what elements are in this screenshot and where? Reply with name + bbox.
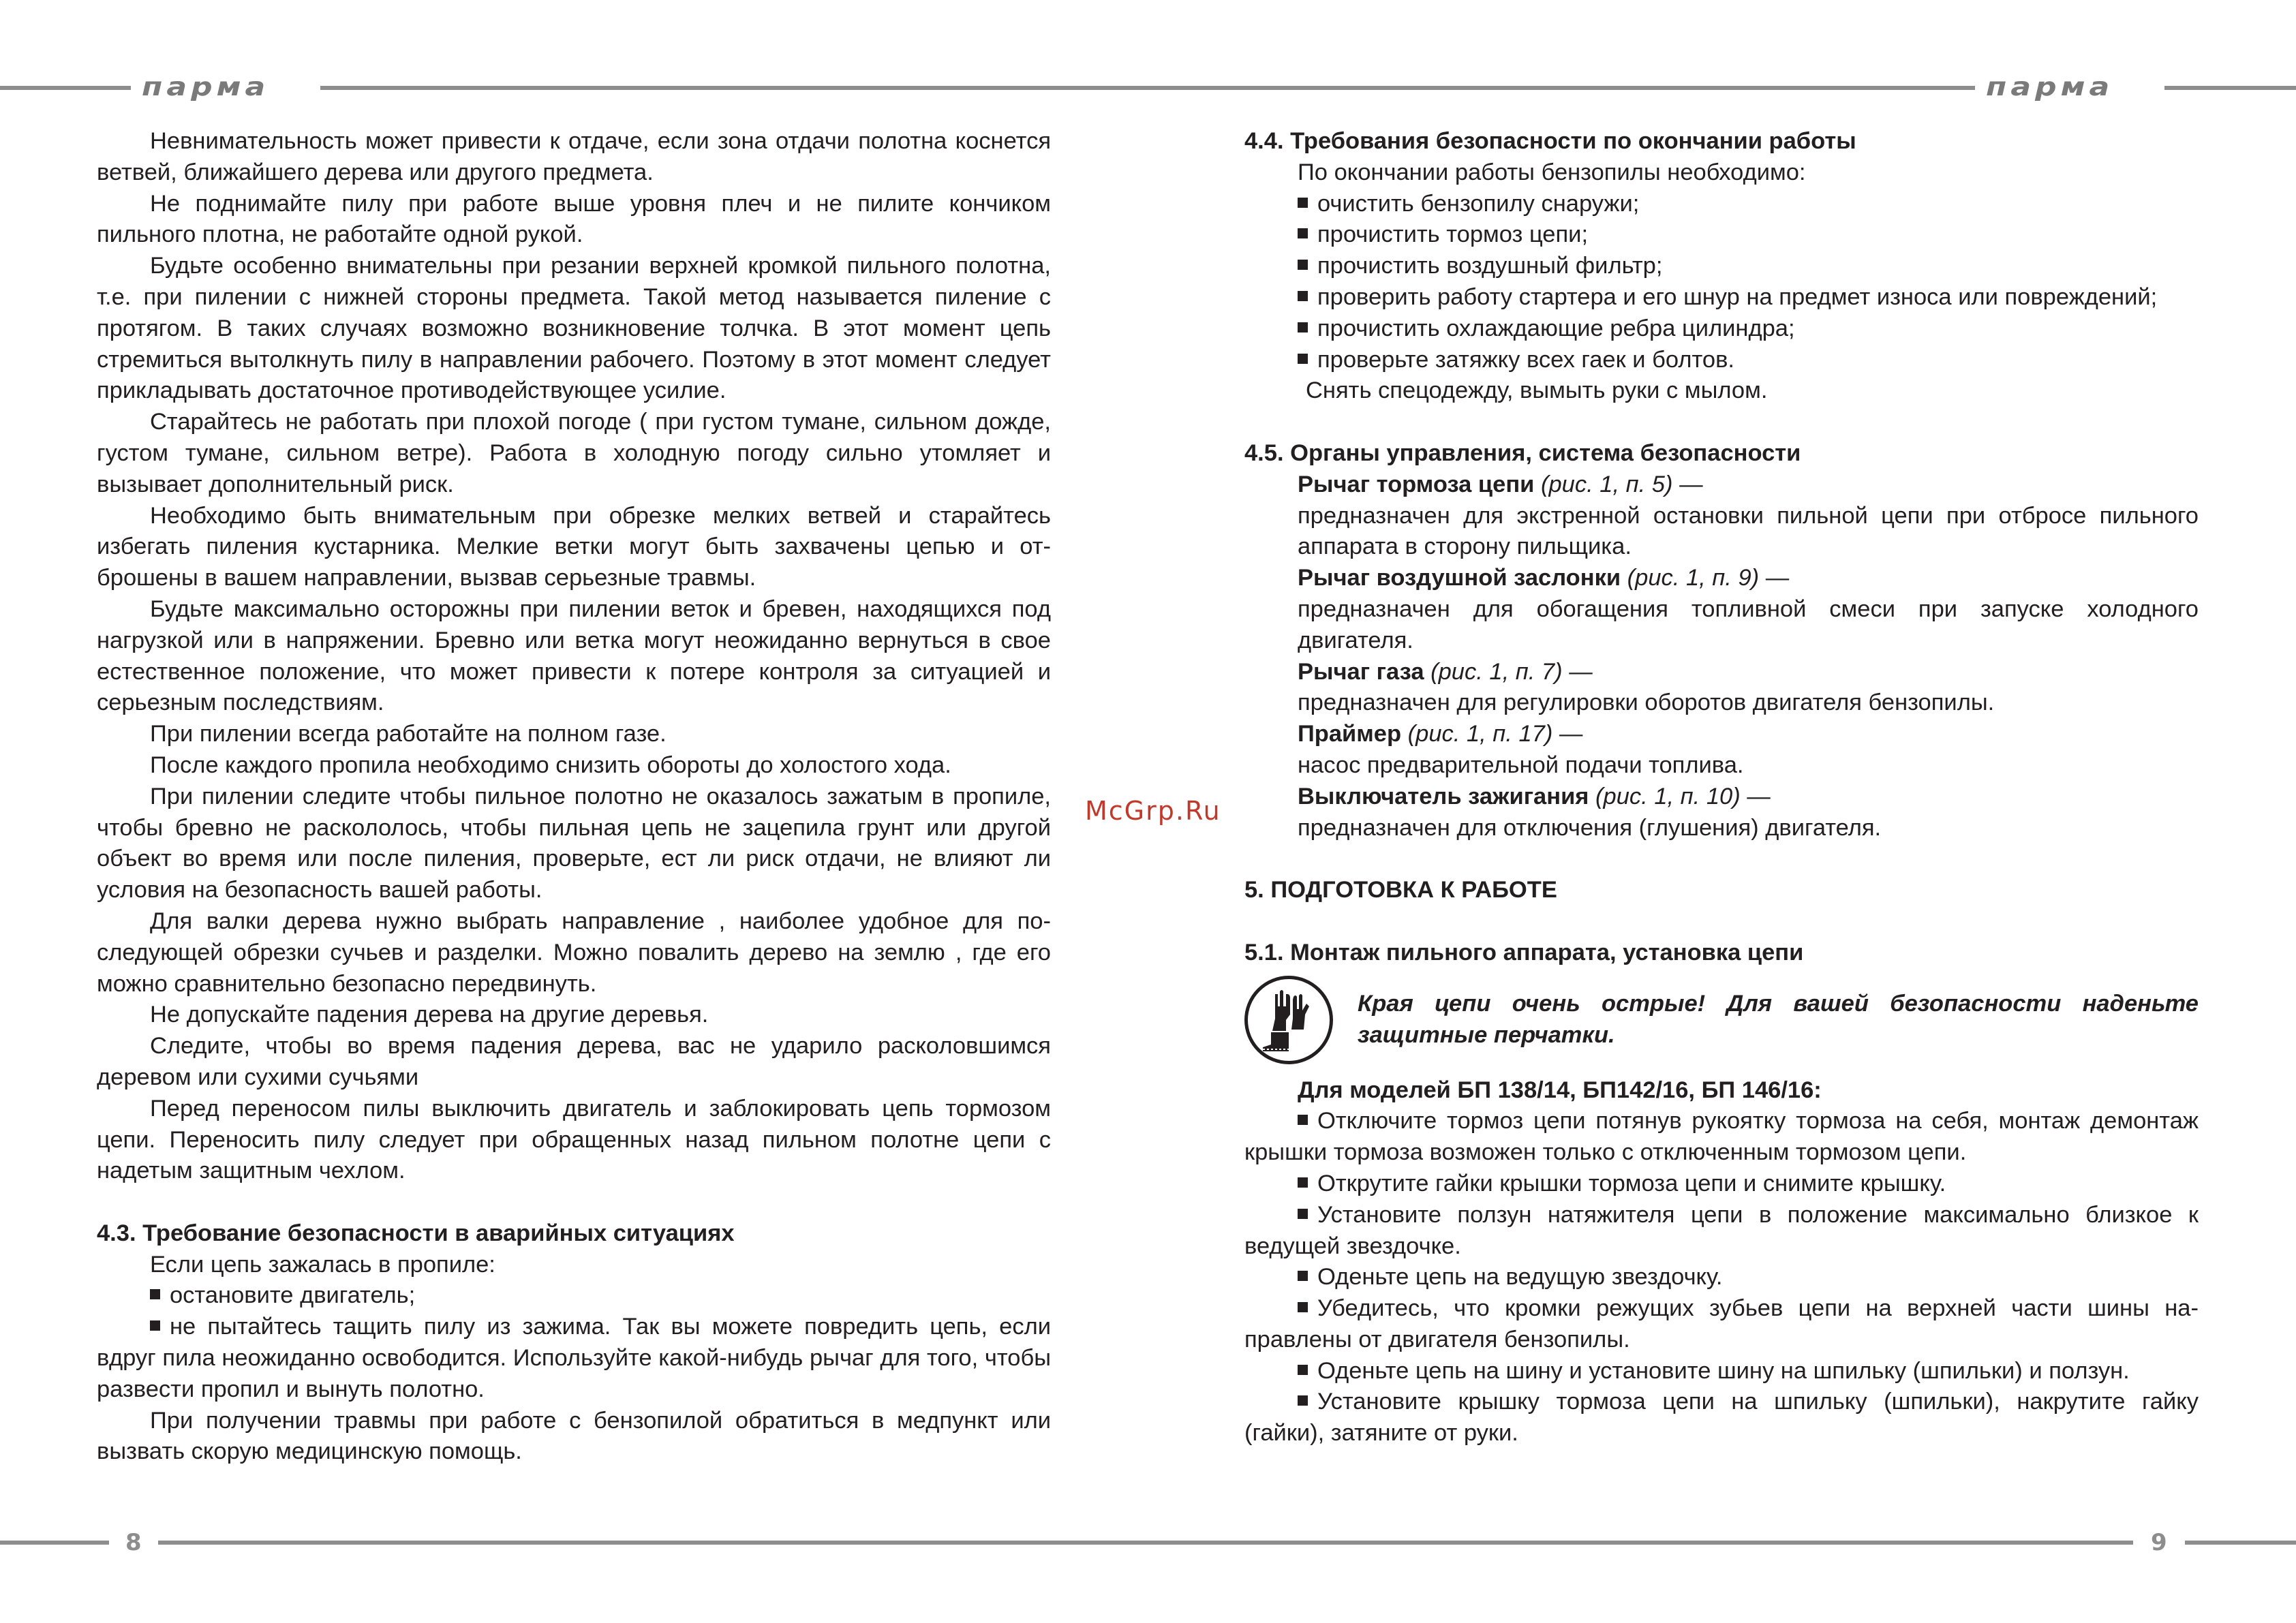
section-heading-5-1: 5.1. Монтаж пильного аппарата, установка цепи: [1244, 939, 1804, 965]
control-item-title: Праймер (рис. 1, п. 17) —: [1298, 721, 1583, 747]
paragraph: При пилении всегда работайте на полном газе.: [150, 721, 667, 747]
brand-logo-left: парма: [142, 72, 270, 102]
list-item: прочистить тормоз цепи;: [1244, 219, 2199, 251]
bullet-square-icon: [1298, 1271, 1308, 1281]
section-heading-4-3: 4.3. Требование безопасности в аварийных ситуациях: [97, 1220, 735, 1246]
control-item-title: Рычаг газа (рис. 1, п. 7) —: [1298, 658, 1593, 685]
list-item: Оденьте цепь на шину и установите шину на шпильку (шпильки) и ползун.: [1244, 1356, 2199, 1387]
list-item: проверить работу стартера и его шнур на предмет износа или повреждений;: [1244, 282, 2199, 313]
paragraph: По окончании работы бензопилы необходимо:: [1298, 159, 1806, 185]
bullet-square-icon: [150, 1320, 160, 1331]
footer-rule-right: [2185, 1541, 2296, 1545]
paragraph: Если цепь зажалась в пропиле:: [150, 1251, 495, 1278]
paragraph: Перед переносом пилы выключить двигатель и заблокировать цепь тормозом цепи. Переносить пилу следует при обращенных назад пильном полотне цепи с надетым защитным чехлом.: [97, 1095, 1051, 1184]
paragraph: Будьте особенно внимательны при резании верхней кромкой пильного полотна, т.е. при пилении с нижней стороны предмета. Такой метод называется пиление с протягом. В таких случаях возможно возникновение толчка. В этот момент цепь стремиться вытолкнуть пилу в направлении рабочего. Поэтому в этот момент следует прикладывать достаточное противодействующее усилие.: [97, 253, 1051, 404]
bullet-square-icon: [1298, 1395, 1308, 1406]
header-rule-left: [0, 86, 131, 90]
warning-text: Края цепи очень острые! Для вашей безопасности наденьте защитные перчатки.: [1358, 990, 2199, 1048]
footer-rule-left: [0, 1541, 109, 1545]
paragraph: Необходимо быть внимательным при обрезке мелких ветвей и старайтесь избегать пиления кустарника. Мелкие ветки могут быть захвачены цепью и отброшены в вашем направлении, вызвав серьезные травмы.: [97, 502, 1051, 591]
list-item: Открутите гайки крышки тормоза цепи и снимите крышку.: [1244, 1169, 2199, 1200]
bullet-square-icon: [1298, 198, 1308, 208]
left-page-column: [97, 126, 1051, 1468]
list-item: проверьте затяжку всех гаек и болтов.: [1244, 345, 2199, 376]
paragraph: После каждого пропила необходимо снизить обороты до холостого хода.: [150, 752, 951, 778]
header-rule-middle: [320, 86, 1975, 90]
header-rule-right: [2164, 86, 2296, 90]
list-item: очистить бензопилу снаружи;: [1244, 189, 2199, 220]
list-item: Оденьте цепь на ведущую звездочку.: [1244, 1262, 2199, 1293]
bullet-square-icon: [1298, 1115, 1308, 1125]
paragraph: Следите, чтобы во время падения дерева, вас не ударило расколовшимся деревом или сухими сучьями: [97, 1033, 1051, 1090]
models-heading: Для моделей БП 138/14, БП142/16, БП 146/16:: [1298, 1077, 1822, 1103]
paragraph: Невнимательность может привести к отдаче, если зона отдачи полотна коснется ветвей, ближайшего дерева или другого предмета.: [97, 128, 1051, 185]
control-item-title: Рычаг тормоза цепи (рис. 1, п. 5) —: [1298, 471, 1703, 497]
list-item: Отключите тормоз цепи потянув рукоятку тормоза на себя, монтаж демонтаж крышки тормоза возможен только с отключенным тормозом цепи.: [1244, 1108, 2199, 1166]
watermark: McGrp.Ru: [1085, 796, 1221, 826]
list-item: прочистить воздушный фильтр;: [1244, 251, 2199, 282]
bullet-square-icon: [1298, 260, 1308, 270]
page-number-right: 9: [2151, 1529, 2167, 1556]
bullet-square-icon: [1298, 228, 1308, 238]
paragraph: Старайтесь не работать при плохой погоде ( при густом тумане, сильном дожде, густом тумане, сильном ветре). Работа в холодную погоду сильно утомляет и вызывает дополнительный риск.: [97, 409, 1051, 497]
control-item-description: предназначен для экстренной остановки пильной цепи при отбросе пильного аппарата в сторону пильщика.: [1298, 502, 2199, 560]
section-heading-4-5: 4.5. Органы управления, система безопасности: [1244, 439, 1801, 466]
section-heading-5: 5. ПОДГОТОВКА К РАБОТЕ: [1244, 877, 1557, 903]
control-item-title: Рычаг воздушной заслонки (рис. 1, п. 9) —: [1298, 565, 1790, 591]
control-item-description: предназначен для отключения (глушения) двигателя.: [1298, 814, 1882, 841]
brand-logo-right: парма: [1986, 72, 2114, 102]
paragraph: При пилении следите чтобы пильное полотно не оказалось зажатым в пропиле, чтобы бревно не раскололось, чтобы пильная цепь не зацепила грунт или другой объект во время или после пиления, проверьте, ест ли риск отдачи, не влияют ли условия на безопасность вашей работы.: [97, 783, 1051, 903]
bullet-square-icon: [1298, 322, 1308, 333]
bullet-square-icon: [1298, 1209, 1308, 1219]
paragraph: Снять спецодежду, вымыть руки с мылом.: [1306, 377, 1768, 404]
bullet-square-icon: [1298, 354, 1308, 364]
control-item-description: насос предварительной подачи топлива.: [1298, 752, 1744, 778]
paragraph: Не допускайте падения дерева на другие деревья.: [150, 1002, 709, 1028]
paragraph: Будьте максимально осторожны при пилении веток и бревен, находящихся под нагрузкой или в напряжении. Бревно или ветка могут неожиданно вернуться в свое естественное положение, что может привести к потере контроля за ситуацией и серьезным последствиям.: [97, 596, 1051, 716]
bullet-square-icon: [1298, 1302, 1308, 1312]
list-item: не пытайтесь тащить пилу из зажима. Так вы можете повредить цепь, если вдруг пила неожиданно освободится. Используйте какой-нибудь рычаг для того, чтобы развести пропил и вынуть полотно.: [97, 1314, 1051, 1402]
warning-block: [1244, 976, 2199, 1064]
bullet-square-icon: [1298, 291, 1308, 301]
control-item-title: Выключатель зажигания (рис. 1, п. 10) —: [1298, 783, 1771, 809]
paragraph: При получении травмы при работе с бензопилой обратиться в медпункт или вызвать скорую медицинскую помощь.: [97, 1407, 1051, 1465]
control-item-description: предназначен для регулировки оборотов двигателя бензопилы.: [1298, 690, 1995, 716]
list-item: Убедитесь, что кромки режущих зубьев цепи на верхней части шины направлены от двигателя бензопилы.: [1244, 1295, 2199, 1352]
bullet-square-icon: [150, 1289, 160, 1299]
list-item: прочистить охлаждающие ребра цилиндра;: [1244, 313, 2199, 345]
paragraph: Не поднимайте пилу при работе выше уровня плеч и не пилите кончиком пильного плотна, не работайте одной рукой.: [97, 190, 1051, 248]
right-page-column: [1244, 126, 2199, 1449]
bullet-square-icon: [1298, 1177, 1308, 1188]
list-item: остановите двигатель;: [97, 1280, 1051, 1312]
list-item: Установите крышку тормоза цепи на шпильку (шпильки), накрутите гайку (гайки), затяните от руки.: [1244, 1389, 2199, 1447]
list-item: Установите ползун натяжителя цепи в положение максимально близкое к ведущей звездочке.: [1244, 1201, 2199, 1259]
paragraph: Для валки дерева нужно выбрать направление , наиболее удобное для последующей обрезки сучьев и разделки. Можно повалить дерево на землю , где его можно сравнительно безопасно передвинуть.: [97, 908, 1051, 997]
bullet-square-icon: [1298, 1365, 1308, 1375]
protective-gloves-boots-icon: [1244, 976, 1333, 1064]
footer-rule-middle: [158, 1541, 2133, 1545]
section-heading-4-4: 4.4. Требования безопасности по окончании работы: [1244, 128, 1856, 154]
control-item-description: предназначен для обогащения топливной смеси при запуске холодного двигателя.: [1298, 596, 2199, 653]
page-number-left: 8: [125, 1529, 142, 1556]
